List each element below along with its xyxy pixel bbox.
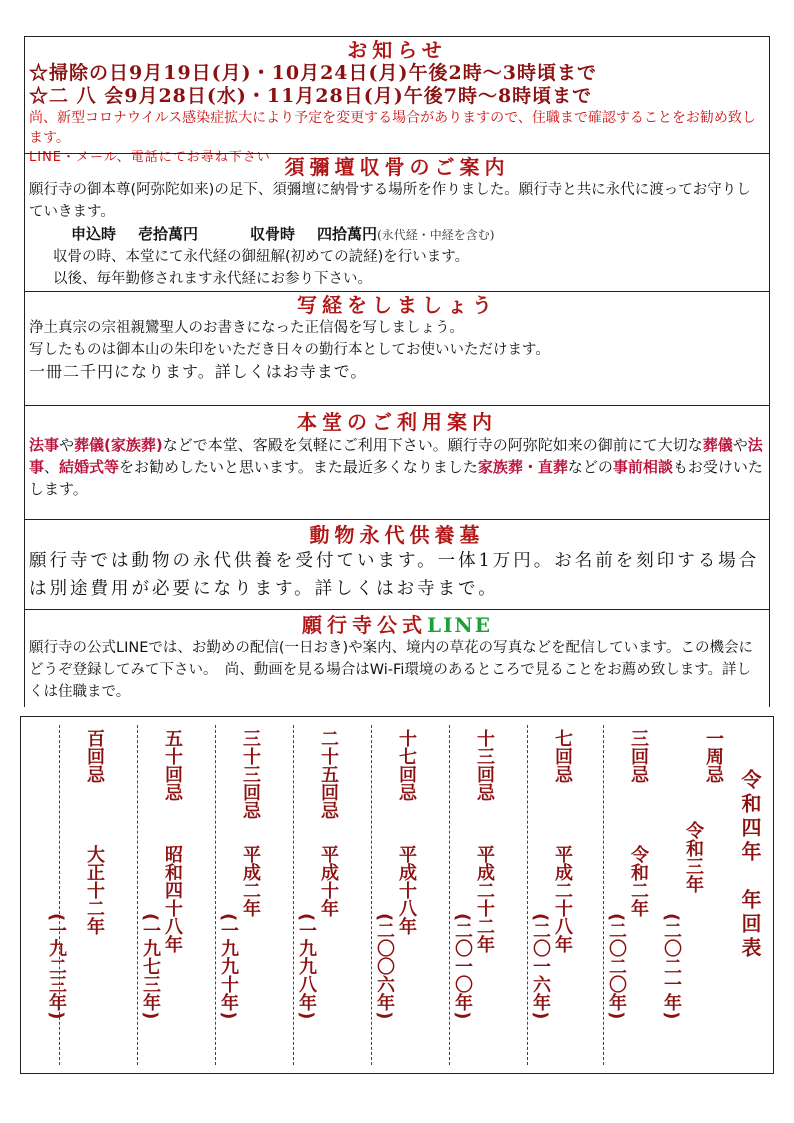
hondo-keyword: 事前相談 — [612, 458, 673, 476]
line-title-word: LINE — [427, 613, 492, 637]
price-row — [25, 223, 769, 246]
western-year: (一九二三年) — [46, 913, 67, 1020]
kaiki: 十七回忌 — [396, 729, 417, 801]
animal-title: 動物永代供養墓 — [309, 523, 485, 547]
notice-section — [24, 36, 770, 165]
nenki-column — [661, 725, 757, 1065]
era-year: 平成二年 — [240, 845, 261, 917]
western-year: (一九九十年) — [218, 913, 239, 1020]
nenki-column — [137, 725, 214, 1065]
line-title — [25, 613, 769, 637]
nihachi-kai-row: ☆二 八 会9月28日(水)・11月28日(月)午後7時～8時頃まで — [29, 85, 593, 107]
western-year: (二〇一〇年) — [452, 913, 473, 1020]
line-title-text: 願行寺公式 — [302, 613, 428, 637]
animal-section — [24, 519, 770, 609]
shakyo-line1: 浄土真宗の宗祖親鸞聖人のお書きになった正信偈を写しましょう。 — [29, 320, 464, 336]
sumidan-line2: 収骨の時、本堂にて永代経の御紐解(初めての読経)を行います。 — [53, 249, 470, 265]
nenki-column — [371, 725, 448, 1065]
kaiki: 三回忌 — [628, 729, 649, 783]
era-year: 平成十年 — [318, 845, 339, 917]
era-year: 令和二年 — [628, 845, 649, 917]
shakyo-line3: 一冊二千円になります。詳しくはお寺まで。 — [29, 362, 368, 381]
nenki-column — [46, 725, 136, 1065]
collect-note: (永代経・中経を含む) — [377, 228, 495, 242]
era-year: 平成二十八年 — [552, 845, 573, 953]
shakyo-line2: 写したものは御本山の朱印をいただき日々の勤行本としてお使いいただけます。 — [29, 342, 550, 358]
western-year: (一九九八年) — [296, 913, 317, 1020]
sumidan-section — [24, 153, 770, 291]
notice-contact: LINE・メール、電話にてお尋ね下さい — [29, 150, 271, 165]
era-year: 昭和四十八年 — [162, 845, 183, 953]
hondo-section — [24, 405, 770, 519]
hondo-title: 本堂のご利用案内 — [297, 410, 497, 434]
western-year: (二〇一六年) — [530, 913, 551, 1020]
collect-label: 収骨時 — [250, 225, 296, 243]
hondo-keyword: 家族葬・直葬 — [477, 458, 568, 476]
kaiki: 二十五回忌 — [318, 729, 339, 819]
hondo-keyword: 結婚式等 — [59, 458, 120, 476]
animal-body: 願行寺では動物の永代供養を受付ています。一体1万円。お名前を刻印する場合は別途費用が必要になります。詳しくはお寺まで。 — [29, 551, 760, 599]
nenki-column — [603, 725, 680, 1065]
line-body: 願行寺の公式LINEでは、お勤めの配信(一日おき)や案内、境内の草花の写真などを配信しています。この機会にどうぞ登録してみて下さい。 尚、動画を見る場合はWi-Fi環境のあるところで見ることをお薦め致します。詳しくは住職まで。 — [29, 640, 754, 700]
notice-title: お知らせ — [347, 38, 447, 62]
cleaning-day-row: ☆掃除の日9月19日(月)・10月24日(月)午後2時～3時頃まで — [29, 62, 597, 84]
kaiki: 百回忌 — [84, 729, 105, 783]
kaiki: 五十回忌 — [162, 729, 183, 801]
sumidan-title: 須彌壇収骨のご案内 — [284, 155, 510, 179]
nenki-table — [20, 716, 774, 1074]
hondo-keyword: 葬儀(家族葬) — [74, 436, 163, 454]
apply-label: 申込時 — [71, 225, 117, 243]
hondo-body: 法事や葬儀(家族葬)などで本堂、客殿を気軽にご利用下さい。願行寺の阿弥陀如来の御前にて大切な葬儀や法事、結婚式等をお勧めしたいと思います。また最近多くなりました家族葬・直葬などの事前相談もお受けいたします。 — [29, 436, 763, 498]
line-section — [24, 609, 770, 707]
shakyo-section — [24, 291, 770, 405]
era-year: 平成十八年 — [396, 845, 417, 935]
hondo-keyword: 法事 — [29, 436, 763, 476]
apply-price: 壱拾萬円 — [138, 225, 199, 243]
sumidan-body: 願行寺の御本尊(阿弥陀如来)の足下、須彌壇に納骨する場所を作りました。願行寺と共に永代に渡ってお守りしていきます。 — [29, 182, 751, 220]
nenki-column — [449, 725, 526, 1065]
western-year: (二〇〇六年) — [374, 913, 395, 1020]
kaiki: 七回忌 — [552, 729, 573, 783]
kaiki: 十三回忌 — [474, 729, 495, 801]
nenki-column — [293, 725, 370, 1065]
era-year: 大正十二年 — [84, 845, 105, 935]
hondo-keyword: 法事 — [29, 436, 60, 454]
collect-price: 四拾萬円 — [317, 225, 378, 243]
nenki-column — [215, 725, 292, 1065]
western-year: (二〇二一年) — [661, 913, 682, 1020]
western-year: (二〇二〇年) — [606, 913, 627, 1020]
nenki-column — [527, 725, 604, 1065]
kaiki: 三十三回忌 — [240, 729, 261, 819]
shakyo-title: 写経をしましょう — [297, 293, 497, 317]
era-year: 平成二十二年 — [474, 845, 495, 953]
kaiki: 一周忌 — [703, 729, 724, 783]
era-year: 令和三年 — [683, 821, 704, 893]
nenki-title: 令和四年 年回表 — [738, 769, 762, 961]
sumidan-line3: 以後、毎年勤修されます永代経にお参り下さい。 — [53, 271, 372, 287]
hondo-keyword: 葬儀 — [702, 436, 733, 454]
western-year: (一九七三年) — [140, 913, 161, 1020]
notice-note: 尚、新型コロナウイルス感染症拡大により予定を変更する場合がありますので、住職まで確認することをお勧め致します。 — [29, 110, 756, 146]
